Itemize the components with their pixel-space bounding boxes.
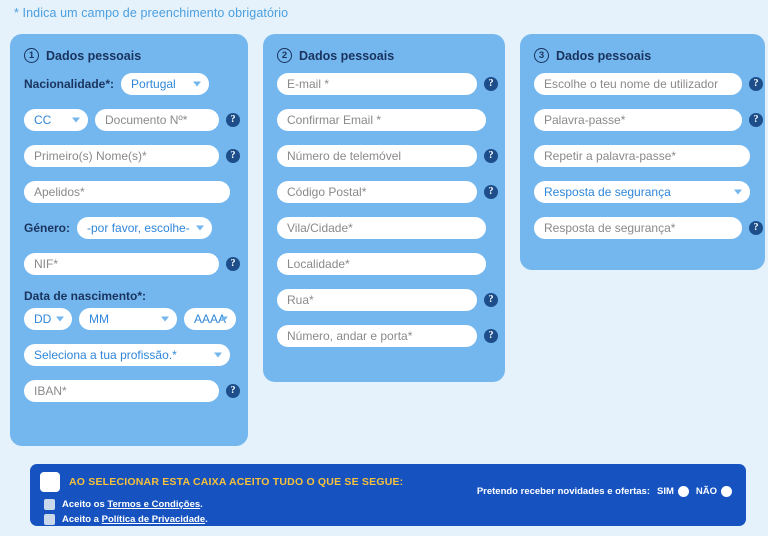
panel-1-header [24,48,248,63]
step-number-badge-1: 1 [24,48,39,63]
help-icon[interactable]: ? [749,77,763,91]
street-row [277,289,505,311]
panel-step-1 [10,34,248,446]
security-answer-placeholder: Resposta de segurança* [544,221,676,235]
security-answer-row [534,217,765,239]
consent-sub-checkboxes [44,499,746,525]
birth-month-select[interactable] [79,308,177,330]
chevron-down-icon [214,353,222,358]
terms-link[interactable]: Termos e Condições [107,499,201,510]
surname-placeholder: Apelidos* [34,185,85,199]
required-field-note: * Indica um campo de preenchimento obrigatório [14,6,289,20]
newsletter-yes-radio[interactable] [678,486,689,497]
profession-select-value: Seleciona a tua profissão.* [34,348,177,362]
panel-3-title: Dados pessoais [556,48,652,63]
document-number-placeholder: Documento Nº* [105,113,188,127]
step-number-badge-2: 2 [277,48,292,63]
newsletter-no-radio[interactable] [721,486,732,497]
surname-row [24,181,248,203]
help-icon[interactable]: ? [226,384,240,398]
locality-placeholder: Localidade* [287,257,350,271]
phone-input[interactable] [277,145,477,167]
newsletter-yes-label: SIM [656,486,674,497]
newsletter-label: Pretendo receber novidades e ofertas: [476,486,650,497]
panel-2-header [277,48,505,63]
help-icon[interactable]: ? [484,329,498,343]
nationality-row [24,73,248,95]
first-name-row [24,145,248,167]
city-input[interactable] [277,217,486,239]
help-icon[interactable]: ? [484,293,498,307]
profession-row [24,344,248,366]
iban-placeholder: IBAN* [34,384,67,398]
email-placeholder: E-mail * [287,77,330,91]
phone-placeholder: Número de telemóvel [287,149,402,163]
help-icon[interactable]: ? [226,113,240,127]
accept-terms-suffix: . [200,499,203,510]
accept-terms-prefix: Aceito os [62,499,108,510]
password-row [534,109,765,131]
security-question-row [534,181,765,203]
username-input[interactable] [534,73,742,95]
security-question-select[interactable] [534,181,750,203]
first-name-placeholder: Primeiro(s) Nome(s)* [34,149,147,163]
first-name-input[interactable] [24,145,219,167]
newsletter-no-label: NÃO [695,486,717,497]
document-type-select[interactable] [24,109,88,131]
birth-year-select[interactable] [184,308,236,330]
nationality-select[interactable] [121,73,209,95]
security-answer-input[interactable] [534,217,742,239]
security-question-value: Resposta de segurança [544,185,671,199]
chevron-down-icon [56,317,64,322]
password-input[interactable] [534,109,742,131]
document-row [24,109,248,131]
repeat-password-placeholder: Repetir a palavra-passe* [544,149,677,163]
help-icon[interactable]: ? [749,221,763,235]
birth-month-value: MM [89,312,109,326]
help-icon[interactable]: ? [484,185,498,199]
birth-day-value: DD [34,312,52,326]
chevron-down-icon [734,190,742,195]
accept-privacy-label [62,514,208,525]
panel-2-title: Dados pessoais [299,48,395,63]
city-row [277,217,505,239]
nif-input[interactable] [24,253,219,275]
newsletter-no-option[interactable] [696,486,732,497]
street-placeholder: Rua* [287,293,314,307]
accept-privacy-checkbox[interactable] [44,514,55,525]
newsletter-optin [477,486,732,497]
panel-3-header [534,48,765,63]
step-number-badge-3: 3 [534,48,549,63]
panel-step-2 [263,34,505,382]
accept-all-checkbox[interactable] [40,472,60,492]
confirm-email-placeholder: Confirmar Email * [287,113,382,127]
document-number-input[interactable] [95,109,219,131]
accept-terms-row[interactable] [44,499,746,510]
accept-privacy-prefix: Aceito a [62,514,102,525]
help-icon[interactable]: ? [749,113,763,127]
password-placeholder: Palavra-passe* [544,113,626,127]
chevron-down-icon [72,118,80,123]
street-number-input[interactable] [277,325,477,347]
gender-label: Género: [24,221,71,235]
street-number-placeholder: Número, andar e porta* [287,329,413,343]
chevron-down-icon [193,82,201,87]
username-row [534,73,765,95]
nif-placeholder: NIF* [34,257,58,271]
birthdate-row [24,308,248,330]
accept-all-label: AO SELECIONAR ESTA CAIXA ACEITO TUDO O QUE SE SEGUE: [69,476,404,488]
consent-bar [30,464,746,526]
accept-terms-checkbox[interactable] [44,499,55,510]
profession-select[interactable] [24,344,230,366]
birthdate-label: Data de nascimento*: [24,289,147,303]
privacy-policy-link[interactable]: Política de Privacidade [101,514,206,525]
locality-row [277,253,505,275]
postal-code-placeholder: Código Postal* [287,185,367,199]
email-row [277,73,505,95]
panel-1-title: Dados pessoais [46,48,142,63]
surname-input[interactable] [24,181,230,203]
accept-privacy-suffix: . [205,514,208,525]
chevron-down-icon [220,317,228,322]
birth-year-value: AAAA [194,312,227,326]
gender-select[interactable] [77,217,212,239]
panel-2-fields [263,73,505,347]
street-input[interactable] [277,289,477,311]
email-input[interactable] [277,73,477,95]
iban-row [24,380,248,402]
help-icon[interactable]: ? [484,149,498,163]
postal-code-row [277,181,505,203]
iban-input[interactable] [24,380,219,402]
help-icon[interactable]: ? [226,149,240,163]
nationality-label: Nacionalidade*: [24,77,115,91]
newsletter-yes-option[interactable] [657,486,689,497]
chevron-down-icon [161,317,169,322]
gender-select-value: -por favor, escolhe- [87,221,190,235]
panel-step-3 [520,34,765,270]
street-number-row [277,325,505,347]
confirm-email-input[interactable] [277,109,486,131]
birthdate-group [24,289,248,330]
confirm-email-row [277,109,505,131]
panel-1-fields [10,73,248,402]
birth-day-select[interactable] [24,308,72,330]
help-icon[interactable]: ? [484,77,498,91]
phone-row [277,145,505,167]
postal-code-input[interactable] [277,181,477,203]
city-placeholder: Vila/Cidade* [287,221,353,235]
gender-row [24,217,248,239]
username-placeholder: Escolhe o teu nome de utilizador [544,77,719,91]
repeat-password-input[interactable] [534,145,750,167]
chevron-down-icon [196,226,204,231]
accept-privacy-row[interactable] [44,514,746,525]
repeat-password-row [534,145,765,167]
accept-terms-label [62,499,203,510]
nif-row [24,253,248,275]
panel-3-fields [520,73,765,239]
help-icon[interactable]: ? [226,257,240,271]
nationality-select-value: Portugal [131,77,176,91]
locality-input[interactable] [277,253,486,275]
document-type-value: CC [34,113,52,127]
